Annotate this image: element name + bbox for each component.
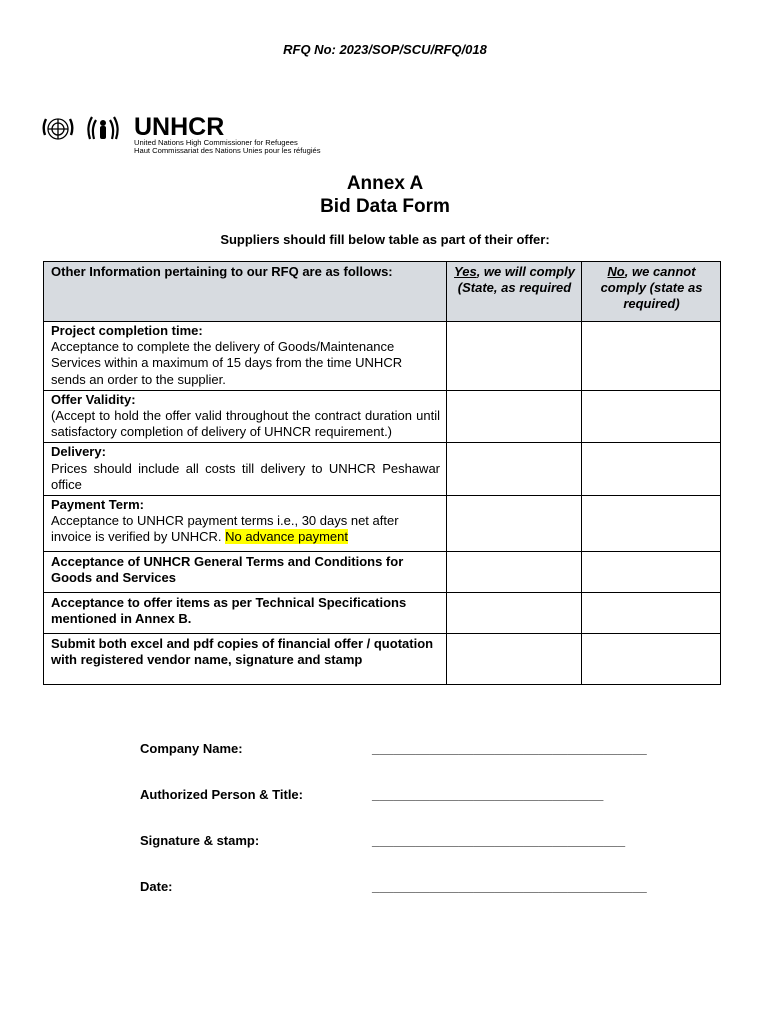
no-answer-cell[interactable] xyxy=(582,390,721,443)
signature-stamp-label: Signature & stamp: xyxy=(140,833,260,848)
svg-text:UNHCR: UNHCR xyxy=(134,113,225,141)
requirement-text: Acceptance of UNHCR General Terms and Conditions for Goods and Services xyxy=(51,554,404,586)
yes-header-text: , we will comply (State, as required xyxy=(457,264,575,296)
bid-data-table xyxy=(43,261,721,685)
no-answer-cell[interactable] xyxy=(582,443,721,496)
no-header-text: , we cannot comply (state as required) xyxy=(600,264,703,312)
yes-answer-cell[interactable] xyxy=(447,443,582,496)
unhcr-logo xyxy=(40,113,360,155)
requirement-cell xyxy=(44,593,447,634)
section-title: Offer Validity: xyxy=(51,391,136,407)
section-title: Project completion time: xyxy=(51,323,203,338)
requirement-cell xyxy=(44,322,447,391)
date-line[interactable]: ______________________________________ xyxy=(372,879,647,894)
signature-stamp-line[interactable]: ___________________________________ xyxy=(372,833,626,848)
table-header-row xyxy=(44,262,721,322)
table-row xyxy=(44,390,721,443)
section-text xyxy=(51,513,440,545)
yes-answer-cell[interactable] xyxy=(447,552,582,593)
yes-answer-cell[interactable] xyxy=(447,390,582,443)
no-answer-cell[interactable] xyxy=(582,322,721,391)
no-answer-cell[interactable] xyxy=(582,496,721,552)
table-row xyxy=(44,634,721,685)
document-title xyxy=(0,172,770,218)
section-text: (Accept to hold the offer valid throughout the contract duration until satisfactory completion of delivery of UHNCR requirement.) xyxy=(51,408,440,440)
title-line-2: Bid Data Form xyxy=(320,196,450,217)
yes-answer-cell[interactable] xyxy=(447,496,582,552)
yes-keyword: Yes xyxy=(454,264,477,279)
authorized-person-line[interactable]: ________________________________ xyxy=(372,787,604,802)
no-answer-cell[interactable] xyxy=(582,552,721,593)
table-row xyxy=(44,322,721,391)
company-name-line[interactable]: ______________________________________ xyxy=(372,741,647,756)
date-label: Date: xyxy=(140,879,173,894)
yes-answer-cell[interactable] xyxy=(447,593,582,634)
svg-text:Haut Commissariat des Nations: Haut Commissariat des Nations Unies pour les réfugiés xyxy=(134,146,321,155)
table-row xyxy=(44,552,721,593)
no-answer-cell[interactable] xyxy=(582,593,721,634)
requirement-cell xyxy=(44,443,447,496)
authorized-person-label: Authorized Person & Title: xyxy=(140,787,303,802)
section-title: Payment Term: xyxy=(51,497,144,513)
payment-term-text: Acceptance to UNHCR payment terms i.e., 30 days net after invoice is verified by UNHCR. xyxy=(51,513,399,545)
instruction-text: Suppliers should fill below table as part of their offer: xyxy=(220,232,550,247)
requirement-cell xyxy=(44,552,447,593)
highlighted-text: No advance payment xyxy=(225,529,348,545)
section-text: Acceptance to complete the delivery of Goods/Maintenance Services within a maximum of 15 days from the time UNHCR sends an order to the supplier. xyxy=(51,339,403,387)
no-keyword: No xyxy=(607,264,625,279)
yes-column-header xyxy=(447,262,582,322)
rfq-number: RFQ No: 2023/SOP/SCU/RFQ/018 xyxy=(283,42,487,57)
requirement-text: Acceptance to offer items as per Technical Specifications mentioned in Annex B. xyxy=(51,595,407,627)
title-line-1: Annex A xyxy=(346,173,424,194)
table-row xyxy=(44,443,721,496)
company-name-label: Company Name: xyxy=(140,741,243,756)
section-title: Delivery: xyxy=(51,444,106,460)
table-row xyxy=(44,496,721,552)
yes-answer-cell[interactable] xyxy=(447,634,582,685)
requirement-cell xyxy=(44,390,447,443)
section-text: Prices should include all costs till delivery to UNHCR Peshawar office xyxy=(51,460,440,492)
question-column-header: Other Information pertaining to our RFQ are as follows: xyxy=(44,262,447,322)
no-column-header xyxy=(582,262,721,322)
requirement-cell xyxy=(44,496,447,552)
un-emblem-icon xyxy=(40,113,360,155)
yes-answer-cell[interactable] xyxy=(447,322,582,391)
svg-text:United Nations High Commission: United Nations High Commissioner for Refugees xyxy=(134,138,298,147)
requirement-cell xyxy=(44,634,447,685)
table-row xyxy=(44,593,721,634)
requirement-text: Submit both excel and pdf copies of financial offer / quotation with registered vendor name, signature and stamp xyxy=(51,636,434,668)
no-answer-cell[interactable] xyxy=(582,634,721,685)
